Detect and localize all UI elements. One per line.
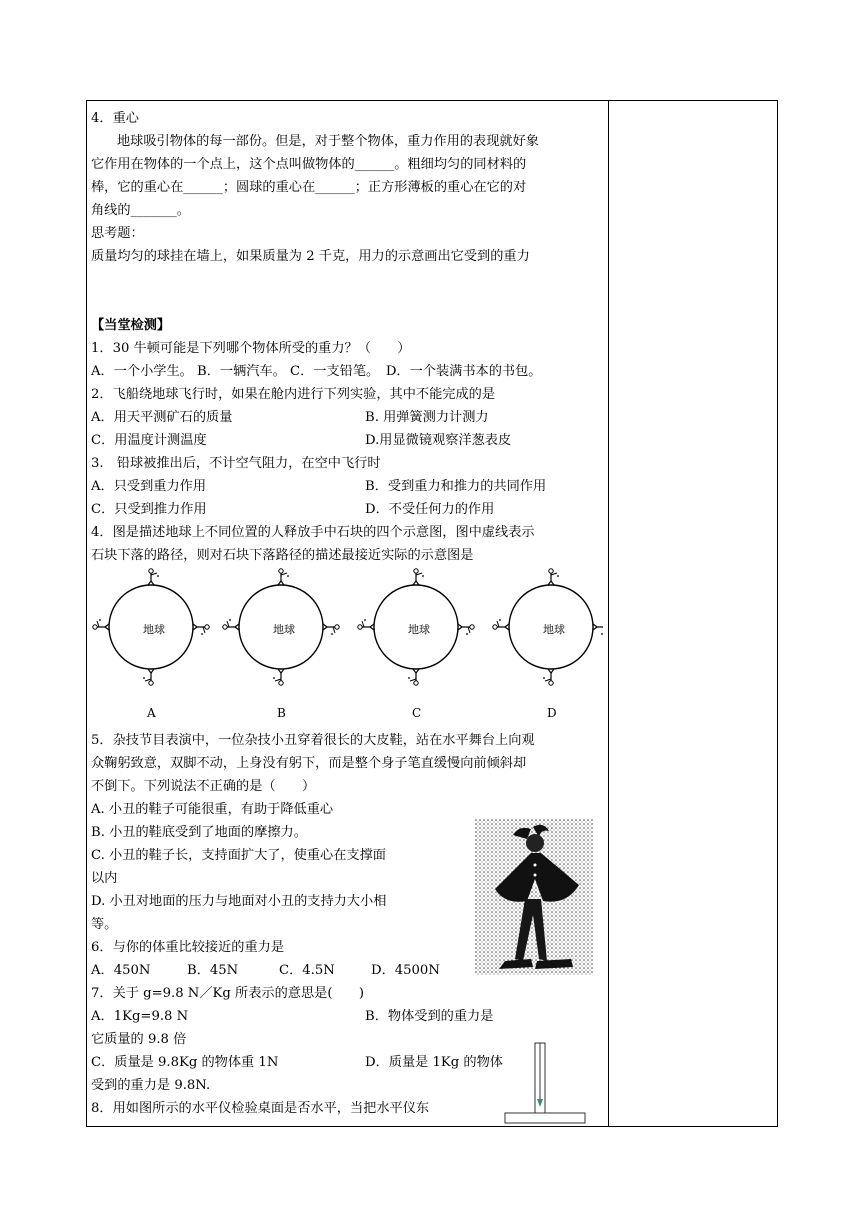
option-c: C. 小丑的鞋子长，支持面扩大了，使重心在支撑面 — [91, 848, 386, 863]
level-instrument-illustration — [503, 1041, 587, 1125]
option-b: B．物体受到的重力是 — [365, 1009, 494, 1024]
question-5-line-1: 5．杂技节目表演中，一位杂技小丑穿着很长的大皮鞋，站在水平舞台上向观 — [91, 733, 535, 748]
person-figure — [544, 669, 554, 685]
option-b: B. 小丑的鞋底受到了地面的摩擦力。 — [91, 825, 307, 840]
option-d-cont: 受到的重力是 9.8N. — [91, 1078, 211, 1093]
question-4-line-1: 4．图是描述地球上不同位置的人释放手中石块的四个示意图，图中虚线表示 — [91, 525, 535, 540]
option-d: D．不受任何力的作用 — [365, 502, 495, 517]
person-head — [205, 625, 209, 629]
option-d: D．质量是 1Kg 的物体 — [365, 1055, 503, 1070]
check-heading: 【当堂检测】 — [91, 318, 171, 333]
person-head — [279, 569, 283, 573]
question-7-options-ab — [91, 1005, 603, 1028]
option-a: A．只受到重力作用 — [91, 479, 207, 494]
earth-label: 地球 — [143, 623, 165, 636]
think-label: 思考题： — [91, 226, 144, 241]
person-figure — [358, 620, 374, 630]
option-label: C — [412, 706, 422, 720]
person-figure — [593, 624, 603, 634]
option-a: A．用天平测矿石的质量 — [91, 410, 233, 425]
question-3-options-ab — [91, 475, 603, 498]
person-head — [223, 625, 227, 629]
option-a: A．1Kg=9.8 N — [91, 1009, 189, 1024]
option-b: B．受到重力和推力的共同作用 — [365, 479, 547, 494]
paragraph-line: 棒，它的重心在______；圆球的重心在______；正方形薄板的重心在它的对 — [91, 180, 527, 195]
person-figure — [493, 620, 509, 630]
person-head — [279, 681, 283, 685]
question-2-options-cd — [91, 429, 603, 452]
person-head — [149, 569, 153, 573]
person-figure — [413, 569, 423, 585]
person-figure — [458, 624, 474, 634]
column-divider — [608, 101, 609, 1126]
person-head — [493, 625, 497, 629]
section-heading: 4．重心 — [91, 111, 139, 126]
person-head — [335, 625, 339, 629]
option-d: D.用显微镜观察洋葱表皮 — [365, 433, 512, 448]
option-d: D．4500N — [371, 963, 440, 978]
option-c-cont: 以内 — [91, 871, 118, 886]
person-head — [549, 681, 553, 685]
question-5-line-3: 不倒下。下列说法不正确的是（ ） — [91, 779, 316, 794]
person-figure — [323, 624, 339, 634]
think-text: 质量均匀的球挂在墙上，如果质量为 2 千克，用力的示意画出它受到的重力 — [91, 249, 530, 264]
question-1-options: A．一个小学生。 B．一辆汽车。 C．一支铅笔。 D．一个装满书本的书包。 — [91, 364, 542, 379]
person-head — [358, 625, 362, 629]
person-head — [149, 681, 153, 685]
question-3: 3. 铅球被推出后，不计空气阻力，在空中飞行时 — [91, 456, 381, 471]
person-figure — [148, 569, 158, 585]
person-head — [549, 569, 553, 573]
person-figure — [144, 669, 154, 685]
person-head — [470, 625, 474, 629]
clown-illustration — [475, 819, 593, 975]
paragraph-line: 它作用在物体的一个点上，这个点叫做物体的______。粗细均匀的同材料的 — [91, 157, 527, 172]
option-c: C．只受到推力作用 — [91, 502, 207, 517]
person-figure — [274, 669, 284, 685]
earth-diagrams — [91, 567, 603, 729]
earth-diagram — [358, 569, 474, 720]
question-2: 2．飞船绕地球飞行时，如果在舱内进行下列实验，其中不能完成的是 — [91, 387, 496, 402]
option-b-cont: 它质量的 9.8 倍 — [91, 1032, 187, 1047]
person-head — [93, 625, 97, 629]
option-a: A．450N — [91, 963, 151, 978]
option-a: A. 小丑的鞋子可能很重，有助于降低重心 — [91, 802, 334, 817]
option-label: B — [277, 706, 286, 720]
option-d-cont: 等。 — [91, 917, 118, 932]
question-1: 1．30 牛顿可能是下列哪个物体所受的重力？（ ） — [91, 341, 411, 356]
person-figure — [193, 624, 209, 634]
earth-label: 地球 — [408, 623, 430, 636]
earth-diagram — [223, 569, 339, 720]
question-8: 8．用如图所示的水平仪检验桌面是否水平，当把水平仪东 — [91, 1101, 430, 1116]
person-head — [414, 569, 418, 573]
person-head — [414, 681, 418, 685]
question-4-line-2: 石块下落的路径，则对石块下落路径的描述最接近实际的示意图是 — [91, 548, 474, 563]
question-5-line-2: 众鞠躬致意，双脚不动，上身没有躬下，而是整个身子笔直缓慢向前倾斜却 — [91, 756, 527, 771]
option-label: D — [547, 706, 557, 720]
main-column — [91, 107, 603, 1120]
question-7: 7．关于 g=9.8 N／Kg 所表示的意思是( ) — [91, 986, 364, 1001]
option-c: C．质量是 9.8Kg 的物体重 1N — [91, 1055, 279, 1070]
question-2-options-ab — [91, 406, 603, 429]
question-3-options-cd — [91, 498, 603, 521]
person-figure — [548, 569, 558, 585]
person-figure — [223, 620, 239, 630]
paragraph-line: 角线的_______。 — [91, 203, 190, 218]
question-6: 6．与你的体重比较接近的重力是 — [91, 940, 285, 955]
paragraph-line: 地球吸引物体的每一部份。但是，对于整个物体，重力作用的表现就好象 — [117, 134, 539, 149]
option-b: B. 用弹簧测力计测力 — [365, 410, 489, 425]
person-figure — [278, 569, 288, 585]
earth-label: 地球 — [543, 623, 565, 636]
earth-label: 地球 — [273, 623, 295, 636]
worksheet-table — [86, 100, 778, 1127]
earth-diagram — [93, 569, 209, 720]
person-figure — [409, 669, 419, 685]
option-d: D. 小丑对地面的压力与地面对小丑的支持力大小相 — [91, 894, 387, 909]
earth-diagram-svg — [91, 567, 603, 729]
person-figure — [93, 620, 109, 630]
earth-diagram — [493, 569, 603, 720]
option-c: C．用温度计测温度 — [91, 433, 207, 448]
option-c: C．4.5N — [279, 963, 335, 978]
option-label: A — [147, 706, 156, 720]
option-b: B．45N — [187, 963, 239, 978]
